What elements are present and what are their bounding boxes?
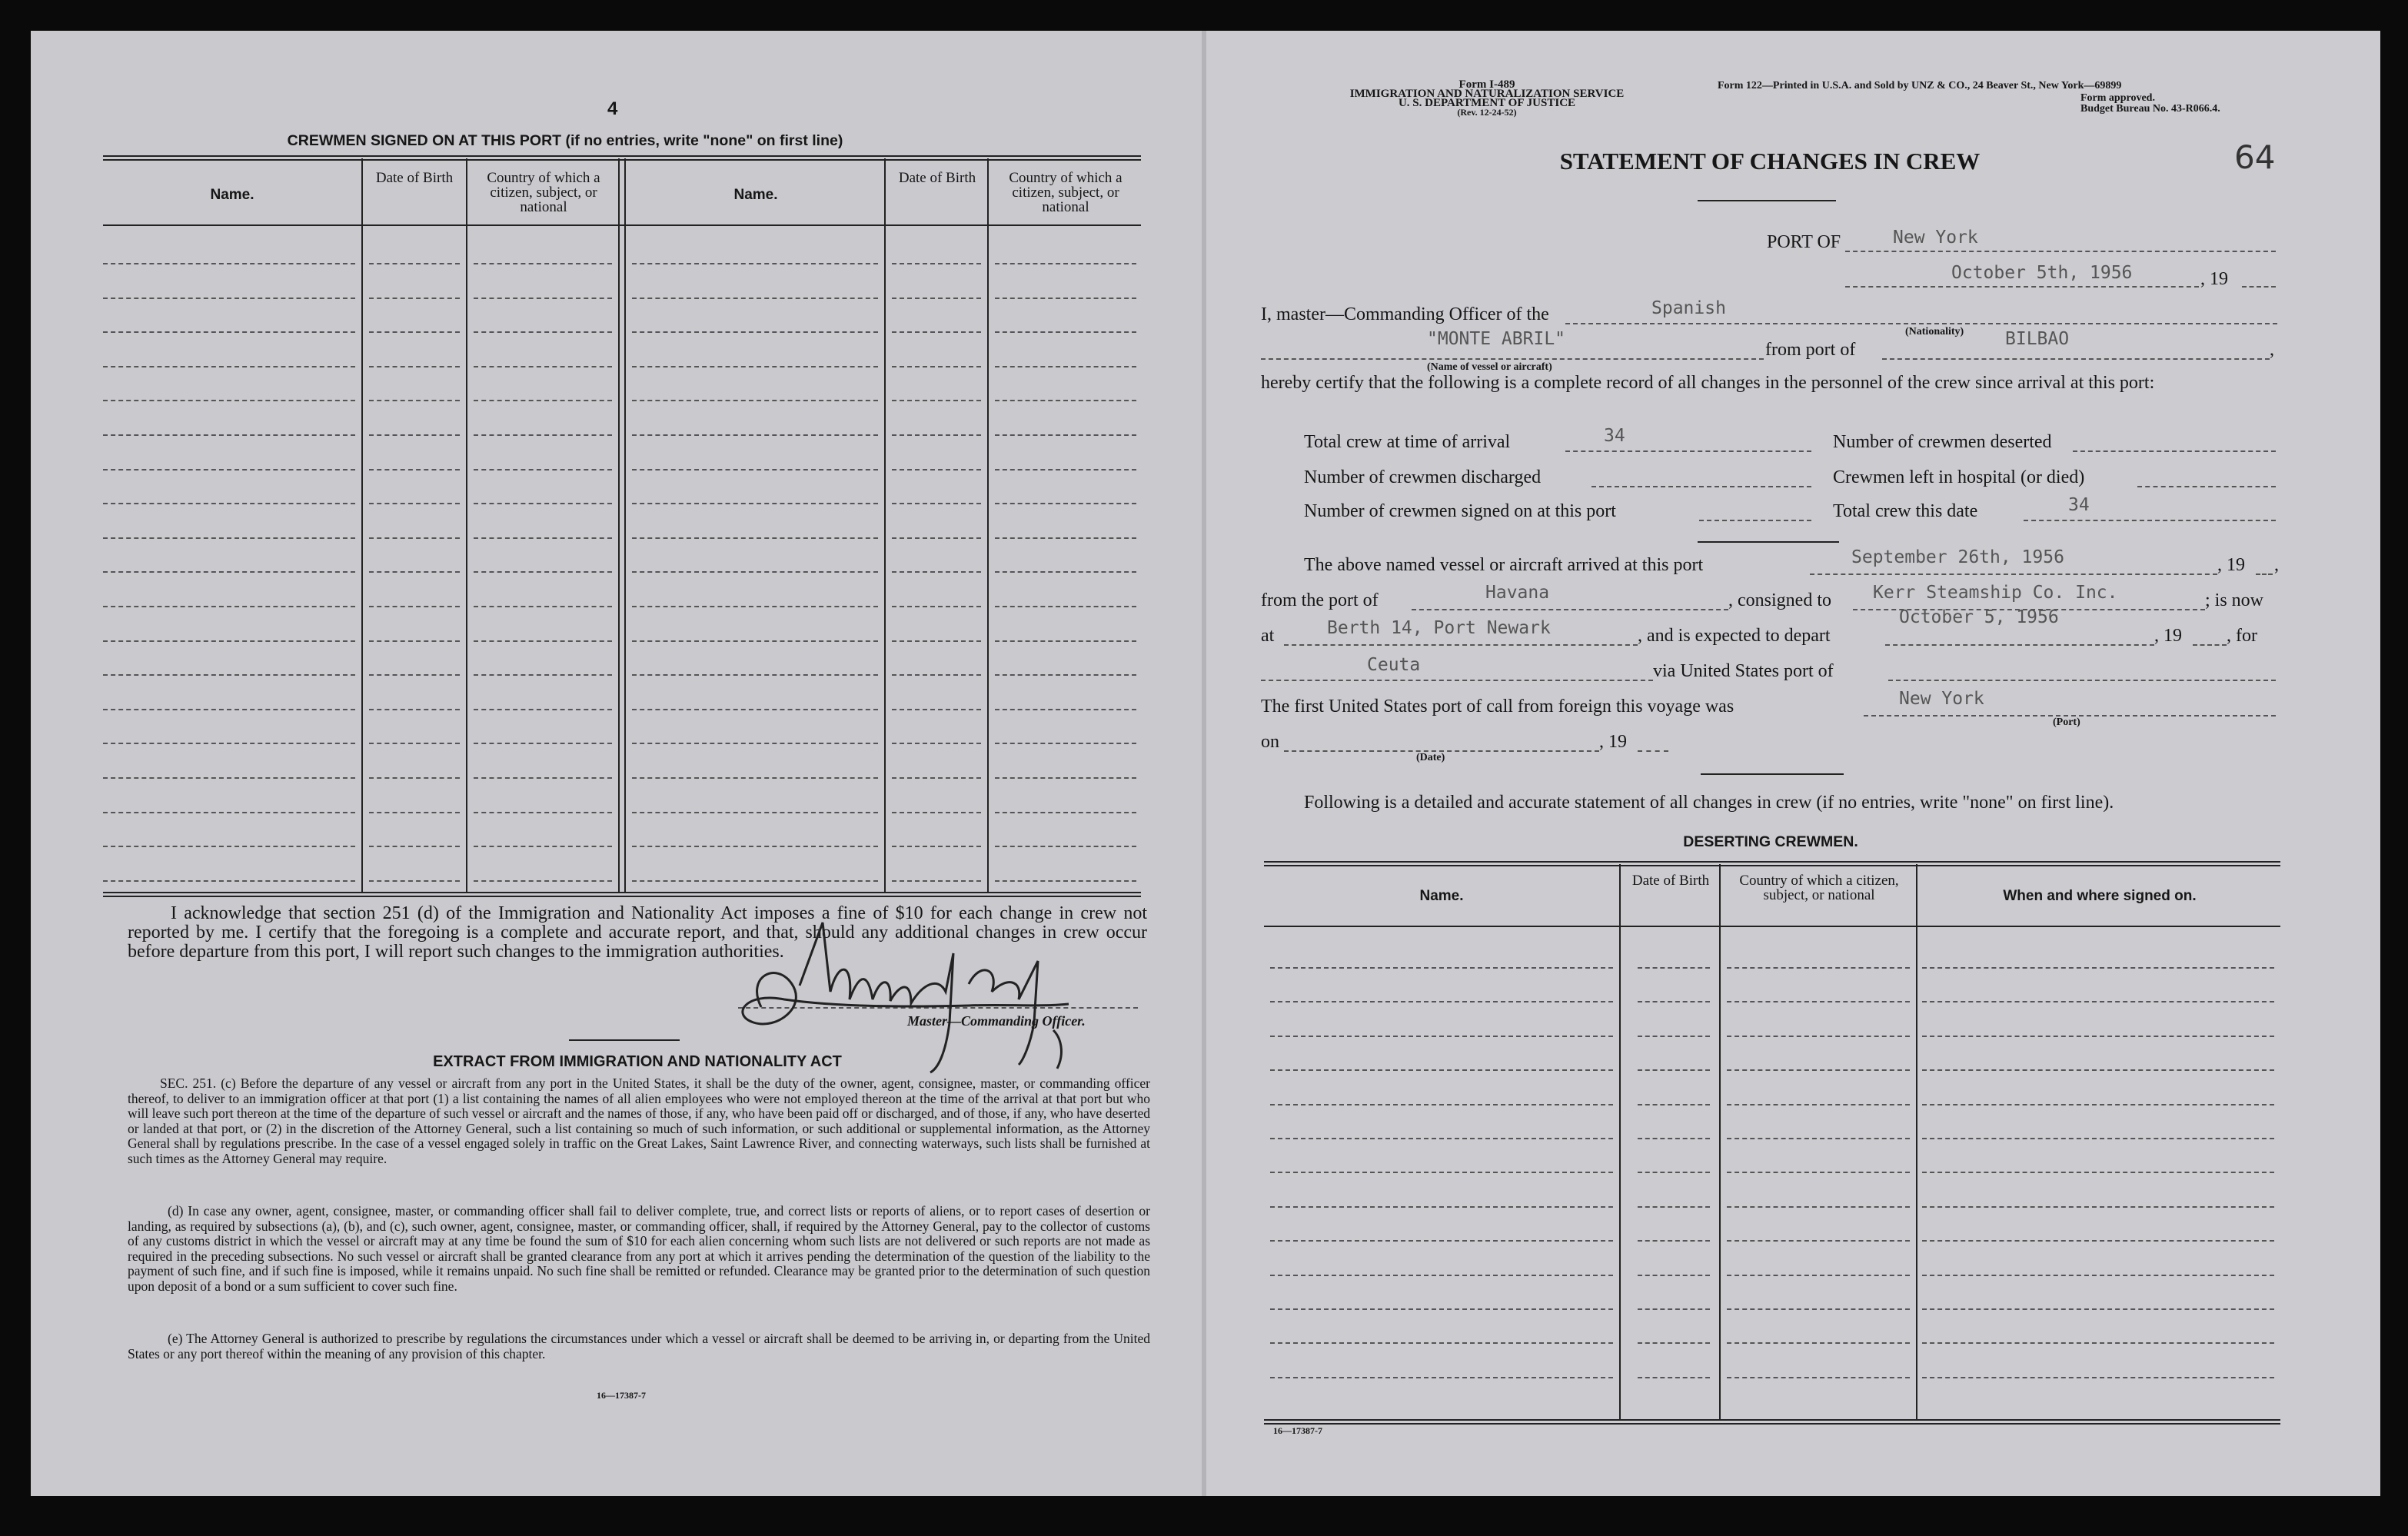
signature-image bbox=[715, 915, 1130, 1076]
blank-entry-line[interactable] bbox=[369, 777, 460, 779]
on-label: on bbox=[1261, 732, 1279, 752]
blank-entry-line[interactable] bbox=[1638, 1001, 1710, 1002]
blank-entry-line[interactable] bbox=[1922, 1240, 2274, 1242]
blank-entry-line[interactable] bbox=[1270, 1172, 1613, 1173]
blank-entry-line[interactable] bbox=[1270, 1240, 1613, 1242]
blank-entry-line[interactable] bbox=[1922, 1172, 2274, 1173]
blank-entry-line[interactable] bbox=[369, 434, 460, 436]
blank-entry-line[interactable] bbox=[1270, 1001, 1613, 1002]
blank-entry-line[interactable] bbox=[1638, 1172, 1710, 1173]
blank-entry-line[interactable] bbox=[995, 846, 1136, 847]
blank-entry-line[interactable] bbox=[1727, 1069, 1910, 1071]
blank-entry-line[interactable] bbox=[995, 331, 1136, 333]
total-date-label: Total crew this date bbox=[1833, 501, 1978, 521]
blank-entry-line[interactable] bbox=[474, 503, 612, 504]
left-table-header-rule bbox=[103, 224, 1141, 226]
blank-entry-line[interactable] bbox=[369, 366, 460, 367]
depart-19: , 19 bbox=[2154, 626, 2182, 646]
title-rule bbox=[1698, 200, 1836, 201]
deserted-line bbox=[2073, 450, 2276, 452]
blank-entry-line[interactable] bbox=[632, 434, 878, 436]
left-col-sep bbox=[618, 158, 620, 892]
arrived-19: , 19 bbox=[2217, 555, 2245, 575]
blank-entry-line[interactable] bbox=[103, 674, 355, 676]
blank-entry-line[interactable] bbox=[632, 503, 878, 504]
blank-entry-line[interactable] bbox=[1727, 1036, 1910, 1037]
blank-entry-line[interactable] bbox=[632, 880, 878, 882]
blank-entry-line[interactable] bbox=[474, 674, 612, 676]
budget-bureau: Budget Bureau No. 43-R066.4. bbox=[2080, 103, 2220, 115]
blank-entry-line[interactable] bbox=[474, 537, 612, 539]
blank-entry-line[interactable] bbox=[1270, 1342, 1613, 1344]
act-section-c: SEC. 251. (c) Before the departure of any vessel or aircraft from any port in the United States, it shall be the duty of the owner, agent, consignee, master, or commanding officer thereof, to deliver to an immigration officer at that port (1) a list containing the names of all alien employees who were not employed thereon at the time of the arrival at that port but who will leave such port thereon at the time of the departure of such vessel or aircraft and the names of those, if any, who have been paid off or discharged, and of those, if any, who have deserted or landed at that port, or (2) in the discretion of the Attorney General, such a list containing so much of such information, or such additional or supplemental information, as the Attorney General shall by regulations prescribe. In the case of a vessel engaged solely in traffic on the Great Lakes, Saint Lawrence River, and connecting waterways, such lists shall be furnished at such times as the Attorney General may require. bbox=[128, 1076, 1150, 1166]
blank-entry-line[interactable] bbox=[632, 469, 878, 470]
blank-entry-line[interactable] bbox=[103, 469, 355, 470]
is-now-label: ; is now bbox=[2205, 590, 2264, 610]
left-col-sep bbox=[624, 158, 626, 892]
blank-entry-line[interactable] bbox=[995, 777, 1136, 779]
blank-entry-line[interactable] bbox=[995, 880, 1136, 882]
right-table-header-rule bbox=[1264, 926, 2280, 927]
short-rule bbox=[569, 1039, 680, 1041]
blank-entry-line[interactable] bbox=[995, 709, 1136, 710]
agency-name: IMMIGRATION AND NATURALIZATION SERVICE bbox=[1349, 88, 1625, 100]
on-19: , 19 bbox=[1599, 732, 1627, 752]
arrival-rule bbox=[1701, 773, 1844, 775]
blank-entry-line[interactable] bbox=[632, 709, 878, 710]
blank-entry-line[interactable] bbox=[1922, 1206, 2274, 1208]
date-line bbox=[1845, 286, 2199, 288]
total-date-value: 34 bbox=[2068, 495, 2090, 515]
certify-text: hereby certify that the following is a complete record of all changes in the personnel of the crew since arrival at this port: bbox=[1261, 373, 2155, 393]
blank-entry-line[interactable] bbox=[1638, 1104, 1710, 1105]
nationality-line bbox=[1565, 323, 2277, 324]
right-col-sep bbox=[1719, 864, 1721, 1419]
blank-entry-line[interactable] bbox=[369, 743, 460, 744]
blank-entry-line[interactable] bbox=[1922, 1275, 2274, 1276]
blank-entry-line[interactable] bbox=[1638, 967, 1710, 969]
blank-entry-line[interactable] bbox=[1727, 967, 1910, 969]
form-approved: Form approved. bbox=[2080, 92, 2155, 104]
blank-entry-line[interactable] bbox=[103, 571, 355, 573]
port-caption: (Port) bbox=[2053, 716, 2080, 728]
total-date-line bbox=[2024, 520, 2276, 521]
left-col-sep bbox=[987, 158, 989, 892]
blank-entry-line[interactable] bbox=[103, 846, 355, 847]
from-port-line bbox=[1882, 358, 2270, 360]
left-col-sep bbox=[884, 158, 886, 892]
blank-entry-line[interactable] bbox=[1727, 1308, 1910, 1310]
depart-value: October 5, 1956 bbox=[1899, 607, 2059, 627]
blank-entry-line[interactable] bbox=[1727, 1206, 1910, 1208]
via-label: via United States port of bbox=[1653, 661, 1834, 681]
vessel-line bbox=[1261, 358, 1764, 360]
depart-line bbox=[1885, 644, 2154, 646]
col-header-dob: Date of Birth bbox=[1631, 873, 1710, 889]
acknowledgment-text: I acknowledge that section 251 (d) of the Immigration and Nationality Act imposes a fine of $10 for each change in crew not reported by me. I certify that the foregoing is a complete and accurate report, and that, should any additional changes in crew occur before departure from this port, I will report such changes to the immigration authorities. bbox=[128, 903, 1147, 962]
consigned-value: Kerr Steamship Co. Inc. bbox=[1873, 583, 2118, 603]
blank-entry-line[interactable] bbox=[1727, 1377, 1910, 1378]
totals-rule bbox=[1698, 541, 1839, 543]
blank-entry-line[interactable] bbox=[632, 606, 878, 607]
blank-entry-line[interactable] bbox=[1638, 1308, 1710, 1310]
blank-entry-line[interactable] bbox=[995, 812, 1136, 813]
left-col-sep bbox=[361, 158, 363, 892]
blank-entry-line[interactable] bbox=[995, 640, 1136, 642]
blank-entry-line[interactable] bbox=[474, 880, 612, 882]
blank-entry-line[interactable] bbox=[632, 571, 878, 573]
signed-on-line bbox=[1699, 520, 1811, 521]
blank-entry-line[interactable] bbox=[632, 400, 878, 401]
agency-block bbox=[1256, 80, 1718, 117]
blank-entry-line[interactable] bbox=[369, 812, 460, 813]
handwritten-page-number: 64 bbox=[2234, 138, 2276, 176]
vessel-value: "MONTE ABRIL" bbox=[1427, 329, 1566, 349]
blank-entry-line[interactable] bbox=[1270, 1036, 1613, 1037]
comma-mark: , bbox=[2270, 340, 2274, 360]
blank-entry-line[interactable] bbox=[474, 400, 612, 401]
col-header-dob: Date of Birth bbox=[898, 170, 976, 186]
blank-entry-line[interactable] bbox=[1638, 1342, 1710, 1344]
blank-entry-line[interactable] bbox=[1922, 1138, 2274, 1139]
blank-entry-line[interactable] bbox=[103, 537, 355, 539]
left-col-sep bbox=[466, 158, 467, 892]
blank-entry-line[interactable] bbox=[103, 503, 355, 504]
col-header-signed-on: When and where signed on. bbox=[2003, 888, 2197, 904]
blank-entry-line[interactable] bbox=[1638, 1206, 1710, 1208]
right-col-sep bbox=[1916, 864, 1917, 1419]
arrived-19-line bbox=[2256, 574, 2273, 575]
form-number: Form I-489 bbox=[1458, 78, 1515, 91]
blank-entry-line[interactable] bbox=[103, 709, 355, 710]
total-arrival-line bbox=[1565, 450, 1811, 452]
blank-entry-line[interactable] bbox=[103, 812, 355, 813]
blank-entry-line[interactable] bbox=[1638, 1036, 1710, 1037]
blank-entry-line[interactable] bbox=[1270, 1104, 1613, 1105]
blank-entry-line[interactable] bbox=[892, 366, 981, 367]
blank-entry-line[interactable] bbox=[369, 400, 460, 401]
total-arrival-value: 34 bbox=[1604, 426, 1625, 446]
arrived-value: September 26th, 1956 bbox=[1851, 547, 2064, 567]
blank-entry-line[interactable] bbox=[474, 298, 612, 299]
on-19-line bbox=[1638, 750, 1668, 752]
hospital-line bbox=[2137, 486, 2276, 487]
from-the-port-value: Havana bbox=[1485, 583, 1550, 603]
right-print-code: 16—17387-7 bbox=[1273, 1425, 1322, 1436]
blank-entry-line[interactable] bbox=[892, 640, 981, 642]
blank-entry-line[interactable] bbox=[892, 400, 981, 401]
blank-entry-line[interactable] bbox=[892, 537, 981, 539]
at-line bbox=[1284, 644, 1638, 646]
blank-entry-line[interactable] bbox=[1727, 1104, 1910, 1105]
blank-entry-line[interactable] bbox=[1727, 1138, 1910, 1139]
port-of-line bbox=[1845, 251, 2276, 252]
blank-entry-line[interactable] bbox=[1922, 1001, 2274, 1002]
blank-entry-line[interactable] bbox=[474, 331, 612, 333]
blank-entry-line[interactable] bbox=[995, 298, 1136, 299]
blank-entry-line[interactable] bbox=[474, 571, 612, 573]
blank-entry-line[interactable] bbox=[632, 263, 878, 264]
blank-entry-line[interactable] bbox=[474, 846, 612, 847]
blank-entry-line[interactable] bbox=[632, 537, 878, 539]
blank-entry-line[interactable] bbox=[1638, 1240, 1710, 1242]
blank-entry-line[interactable] bbox=[1270, 1308, 1613, 1310]
blank-entry-line[interactable] bbox=[103, 606, 355, 607]
blank-entry-line[interactable] bbox=[632, 777, 878, 779]
blank-entry-line[interactable] bbox=[1270, 1377, 1613, 1378]
act-section-e: (e) The Attorney General is authorized to prescribe by regulations the circumstances under which a vessel or aircraft shall be deemed to be arriving in, or departing from the United States or any port thereof within the meaning of any provision of this chapter. bbox=[128, 1331, 1150, 1361]
blank-entry-line[interactable] bbox=[103, 331, 355, 333]
signature-caption: Master—Commanding Officer. bbox=[907, 1013, 1086, 1029]
blank-entry-line[interactable] bbox=[1922, 1104, 2274, 1105]
blank-entry-line[interactable] bbox=[892, 571, 981, 573]
form-revision: (Rev. 12-24-52) bbox=[1457, 107, 1517, 118]
blank-entry-line[interactable] bbox=[1922, 1377, 2274, 1378]
blank-entry-line[interactable] bbox=[892, 503, 981, 504]
from-port-value: BILBAO bbox=[2005, 329, 2070, 349]
form-title: STATEMENT OF CHANGES IN CREW bbox=[1559, 148, 1981, 175]
blank-entry-line[interactable] bbox=[369, 880, 460, 882]
blank-entry-line[interactable] bbox=[892, 709, 981, 710]
from-the-port-label: from the port of bbox=[1261, 590, 1379, 610]
deserted-label: Number of crewmen deserted bbox=[1833, 432, 2052, 452]
blank-entry-line[interactable] bbox=[1270, 1206, 1613, 1208]
blank-entry-line[interactable] bbox=[474, 812, 612, 813]
nationality-value: Spanish bbox=[1651, 298, 1726, 318]
blank-entry-line[interactable] bbox=[995, 606, 1136, 607]
blank-entry-line[interactable] bbox=[369, 640, 460, 642]
blank-entry-line[interactable] bbox=[103, 777, 355, 779]
blank-entry-line[interactable] bbox=[1922, 1036, 2274, 1037]
blank-entry-line[interactable] bbox=[1270, 967, 1613, 969]
at-value: Berth 14, Port Newark bbox=[1327, 618, 1551, 638]
blank-entry-line[interactable] bbox=[1270, 1069, 1613, 1071]
blank-entry-line[interactable] bbox=[892, 606, 981, 607]
blank-entry-line[interactable] bbox=[995, 743, 1136, 744]
depart-19-line bbox=[2193, 644, 2227, 646]
blank-entry-line[interactable] bbox=[892, 674, 981, 676]
blank-entry-line[interactable] bbox=[369, 469, 460, 470]
blank-entry-line[interactable] bbox=[995, 469, 1136, 470]
blank-entry-line[interactable] bbox=[103, 298, 355, 299]
vessel-caption: (Name of vessel or aircraft) bbox=[1427, 361, 1552, 373]
blank-entry-line[interactable] bbox=[995, 400, 1136, 401]
consigned-label: , consigned to bbox=[1728, 590, 1831, 610]
blank-entry-line[interactable] bbox=[995, 366, 1136, 367]
blank-entry-line[interactable] bbox=[369, 606, 460, 607]
blank-entry-line[interactable] bbox=[995, 263, 1136, 264]
date-caption: (Date) bbox=[1416, 752, 1445, 763]
blank-entry-line[interactable] bbox=[369, 846, 460, 847]
blank-entry-line[interactable] bbox=[1270, 1275, 1613, 1276]
blank-entry-line[interactable] bbox=[103, 400, 355, 401]
blank-entry-line[interactable] bbox=[474, 606, 612, 607]
blank-entry-line[interactable] bbox=[474, 709, 612, 710]
blank-entry-line[interactable] bbox=[474, 434, 612, 436]
blank-entry-line[interactable] bbox=[103, 263, 355, 264]
blank-entry-line[interactable] bbox=[474, 777, 612, 779]
depart-label: , and is expected to depart bbox=[1638, 626, 1831, 646]
blank-entry-line[interactable] bbox=[892, 298, 981, 299]
blank-entry-line[interactable] bbox=[474, 743, 612, 744]
blank-entry-line[interactable] bbox=[369, 331, 460, 333]
blank-entry-line[interactable] bbox=[995, 434, 1136, 436]
col-header-name: Name. bbox=[1419, 888, 1464, 904]
blank-entry-line[interactable] bbox=[632, 640, 878, 642]
date-19-line bbox=[2242, 286, 2276, 288]
blank-entry-line[interactable] bbox=[369, 503, 460, 504]
blank-entry-line[interactable] bbox=[369, 571, 460, 573]
blank-entry-line[interactable] bbox=[632, 331, 878, 333]
col-header-name: Name. bbox=[210, 187, 254, 203]
col-header-country: Country of which a citizen, subject, or national bbox=[1739, 873, 1899, 903]
blank-entry-line[interactable] bbox=[103, 434, 355, 436]
col-header-dob: Date of Birth bbox=[375, 170, 454, 186]
comma-mark: , bbox=[2274, 555, 2279, 575]
first-port-label: The first United States port of call from foreign this voyage was bbox=[1261, 697, 1734, 716]
col-header-country: Country of which a citizen, subject, or national bbox=[487, 170, 600, 215]
blank-entry-line[interactable] bbox=[995, 571, 1136, 573]
blank-entry-line[interactable] bbox=[892, 743, 981, 744]
destination-line bbox=[1261, 680, 1653, 681]
blank-entry-line[interactable] bbox=[995, 537, 1136, 539]
discharged-label: Number of crewmen discharged bbox=[1304, 467, 1542, 487]
blank-entry-line[interactable] bbox=[369, 263, 460, 264]
nationality-caption: (Nationality) bbox=[1905, 326, 1964, 337]
port-of-value: New York bbox=[1893, 228, 1978, 248]
left-table-top-rule bbox=[103, 155, 1141, 161]
col-header-country: Country of which a citizen, subject, or national bbox=[1009, 170, 1123, 215]
for-label: , for bbox=[2227, 626, 2257, 646]
from-port-label: from port of bbox=[1765, 340, 1856, 360]
blank-entry-line[interactable] bbox=[892, 812, 981, 813]
blank-entry-line[interactable] bbox=[995, 674, 1136, 676]
date-value: October 5th, 1956 bbox=[1951, 263, 2133, 283]
blank-entry-line[interactable] bbox=[892, 777, 981, 779]
total-arrival-label: Total crew at time of arrival bbox=[1304, 432, 1511, 452]
blank-entry-line[interactable] bbox=[1638, 1138, 1710, 1139]
col-header-name: Name. bbox=[733, 187, 778, 203]
blank-entry-line[interactable] bbox=[632, 674, 878, 676]
blank-entry-line[interactable] bbox=[892, 469, 981, 470]
blank-entry-line[interactable] bbox=[1727, 1001, 1910, 1002]
blank-entry-line[interactable] bbox=[474, 263, 612, 264]
arrived-label: The above named vessel or aircraft arrived at this port bbox=[1304, 555, 1704, 575]
blank-entry-line[interactable] bbox=[892, 434, 981, 436]
right-col-sep bbox=[1619, 864, 1621, 1419]
blank-entry-line[interactable] bbox=[995, 503, 1136, 504]
blank-entry-line[interactable] bbox=[1922, 1342, 2274, 1344]
blank-entry-line[interactable] bbox=[632, 743, 878, 744]
destination-value: Ceuta bbox=[1367, 655, 1421, 675]
blank-entry-line[interactable] bbox=[103, 640, 355, 642]
blank-entry-line[interactable] bbox=[369, 674, 460, 676]
following-text: Following is a detailed and accurate statement of all changes in crew (if no entries, write "none" on first line). bbox=[1304, 793, 2114, 813]
blank-entry-line[interactable] bbox=[892, 331, 981, 333]
blank-entry-line[interactable] bbox=[632, 366, 878, 367]
blank-entry-line[interactable] bbox=[1727, 1240, 1910, 1242]
right-table-bottom-rule bbox=[1264, 1419, 2280, 1425]
blank-entry-line[interactable] bbox=[1727, 1275, 1910, 1276]
blank-entry-line[interactable] bbox=[632, 812, 878, 813]
blank-entry-line[interactable] bbox=[474, 640, 612, 642]
deserting-crewmen-title: DESERTING CREWMEN. bbox=[1683, 833, 1858, 850]
signed-on-label: Number of crewmen signed on at this port bbox=[1304, 501, 1616, 521]
blank-entry-line[interactable] bbox=[369, 537, 460, 539]
page-gutter bbox=[1202, 31, 1206, 1496]
blank-entry-line[interactable] bbox=[1270, 1138, 1613, 1139]
from-the-port-line bbox=[1412, 609, 1728, 610]
first-port-value: New York bbox=[1899, 689, 1984, 709]
department-name: U. S. DEPARTMENT OF JUSTICE bbox=[1398, 97, 1576, 109]
blank-entry-line[interactable] bbox=[1727, 1172, 1910, 1173]
left-print-code: 16—17387-7 bbox=[597, 1390, 646, 1401]
blank-entry-line[interactable] bbox=[632, 298, 878, 299]
hospital-label: Crewmen left in hospital (or died) bbox=[1833, 467, 2085, 487]
right-table-top-rule bbox=[1264, 861, 2280, 866]
date-19: , 19 bbox=[2200, 269, 2228, 289]
blank-entry-line[interactable] bbox=[369, 298, 460, 299]
blank-entry-line[interactable] bbox=[632, 846, 878, 847]
blank-entry-line[interactable] bbox=[474, 469, 612, 470]
blank-entry-line[interactable] bbox=[103, 743, 355, 744]
blank-entry-line[interactable] bbox=[1638, 1275, 1710, 1276]
extract-title: EXTRACT FROM IMMIGRATION AND NATIONALITY ACT bbox=[433, 1053, 842, 1070]
arrived-line bbox=[1810, 574, 2217, 575]
page-number: 4 bbox=[607, 98, 618, 119]
crewmen-signed-on-title: CREWMEN SIGNED ON AT THIS PORT (if no entries, write "none" on first line) bbox=[287, 132, 843, 149]
master-label: I, master—Commanding Officer of the bbox=[1261, 304, 1549, 324]
blank-entry-line[interactable] bbox=[103, 366, 355, 367]
blank-entry-line[interactable] bbox=[892, 880, 981, 882]
act-section-d: (d) In case any owner, agent, consignee, master, or commanding officer shall fail to deliver complete, true, and correct lists or reports of aliens, or to report cases of desertion or landing, as required by subsections (a), (b), and (c), such owner, agent, consignee, master, or commanding officer, shall, if required by the Attorney General, pay to the collector of customs of any customs district in which the vessel or aircraft may at any time be found the sum of $10 for each alien concerning whom such lists are not delivered or such reports are not made as required in the preceding subsections. No such vessel or aircraft shall be granted clearance from any port at which it arrives pending the determination of the question of the liability to the payment of such fine, and if such fine is imposed, while it remains unpaid. No such fine shall be remitted or refunded. Clearance may be granted prior to the determination of such question upon deposit of a bond or a sum sufficient to cover such fine. bbox=[128, 1203, 1150, 1294]
blank-entry-line[interactable] bbox=[1922, 1308, 2274, 1310]
blank-entry-line[interactable] bbox=[892, 846, 981, 847]
blank-entry-line[interactable] bbox=[1922, 967, 2274, 969]
blank-entry-line[interactable] bbox=[1638, 1069, 1710, 1071]
via-line bbox=[1888, 680, 2276, 681]
at-label: at bbox=[1261, 626, 1275, 646]
blank-entry-line[interactable] bbox=[103, 880, 355, 882]
printer-line: Form 122—Printed in U.S.A. and Sold by UNZ & CO., 24 Beaver St., New York—69899 bbox=[1718, 80, 2122, 91]
blank-entry-line[interactable] bbox=[1922, 1069, 2274, 1071]
blank-entry-line[interactable] bbox=[474, 366, 612, 367]
left-table-bottom-rule bbox=[103, 892, 1141, 897]
port-of-label: PORT OF bbox=[1767, 232, 1841, 252]
blank-entry-line[interactable] bbox=[1727, 1342, 1910, 1344]
blank-entry-line[interactable] bbox=[1638, 1377, 1710, 1378]
discharged-line bbox=[1591, 486, 1811, 487]
blank-entry-line[interactable] bbox=[892, 263, 981, 264]
blank-entry-line[interactable] bbox=[369, 709, 460, 710]
